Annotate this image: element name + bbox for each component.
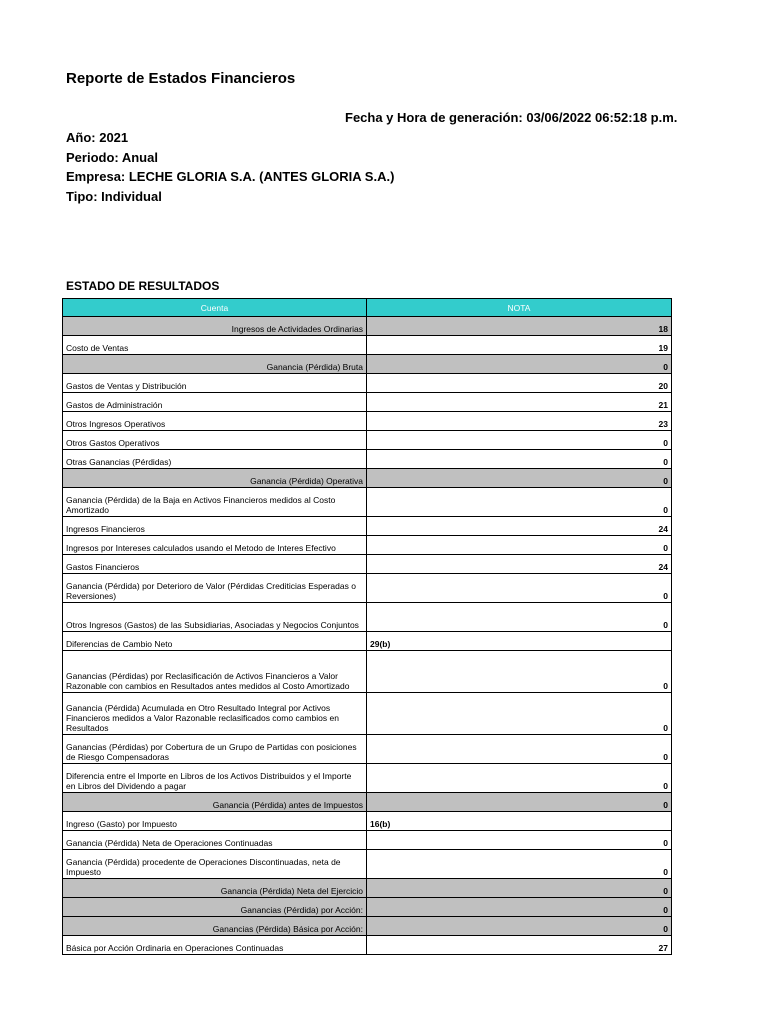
account-cell: Ingresos de Actividades Ordinarias bbox=[63, 317, 367, 336]
account-cell: Ganancia (Pérdida) Acumulada en Otro Resultado Integral por Activos Financieros medidos a Valor Razonable reclasificados como cambios en Resultados bbox=[63, 693, 367, 735]
note-cell: 0 bbox=[367, 764, 672, 793]
note-cell: 0 bbox=[367, 488, 672, 517]
note-cell: 0 bbox=[367, 898, 672, 917]
note-cell: 0 bbox=[367, 735, 672, 764]
year-label: Año: 2021 bbox=[66, 130, 129, 145]
note-cell: 21 bbox=[367, 393, 672, 412]
generation-datetime: Fecha y Hora de generación: 03/06/2022 06:52:18 p.m. bbox=[345, 110, 678, 125]
note-cell: 24 bbox=[367, 517, 672, 536]
table-row bbox=[63, 536, 672, 555]
table-row bbox=[63, 469, 672, 488]
column-header-nota: NOTA bbox=[367, 299, 672, 317]
note-cell: 0 bbox=[367, 355, 672, 374]
section-title: ESTADO DE RESULTADOS bbox=[66, 279, 220, 293]
account-cell: Ganancias (Pérdida) por Acción: bbox=[63, 898, 367, 917]
table-row bbox=[63, 764, 672, 793]
note-cell: 0 bbox=[367, 831, 672, 850]
table-header-row bbox=[63, 299, 672, 317]
account-cell: Básica por Acción Ordinaria en Operaciones Continuadas bbox=[63, 936, 367, 955]
table-row bbox=[63, 917, 672, 936]
account-cell: Otros Ingresos (Gastos) de las Subsidiarias, Asociadas y Negocios Conjuntos bbox=[63, 603, 367, 632]
account-cell: Ganancia (Pérdida) por Deterioro de Valor (Pérdidas Crediticias Esperadas o Reversiones) bbox=[63, 574, 367, 603]
account-cell: Ganancias (Pérdida) Básica por Acción: bbox=[63, 917, 367, 936]
table-row bbox=[63, 336, 672, 355]
table-row bbox=[63, 517, 672, 536]
account-cell: Ganancia (Pérdida) antes de Impuestos bbox=[63, 793, 367, 812]
table-row bbox=[63, 831, 672, 850]
account-cell: Ganancia (Pérdida) Operativa bbox=[63, 469, 367, 488]
income-statement-table bbox=[62, 298, 672, 955]
note-cell: 0 bbox=[367, 536, 672, 555]
table-row bbox=[63, 898, 672, 917]
account-cell: Ganancia (Pérdida) Neta del Ejercicio bbox=[63, 879, 367, 898]
account-cell: Otros Ingresos Operativos bbox=[63, 412, 367, 431]
account-cell: Gastos de Administración bbox=[63, 393, 367, 412]
account-cell: Diferencia entre el Importe en Libros de los Activos Distribuidos y el Importe en Libros del Dividendo a pagar bbox=[63, 764, 367, 793]
account-cell: Ganancia (Pérdida) Neta de Operaciones Continuadas bbox=[63, 831, 367, 850]
account-cell: Otras Ganancias (Pérdidas) bbox=[63, 450, 367, 469]
note-cell: 18 bbox=[367, 317, 672, 336]
note-cell: 0 bbox=[367, 879, 672, 898]
note-cell: 0 bbox=[367, 603, 672, 632]
account-cell: Ganancia (Pérdida) Bruta bbox=[63, 355, 367, 374]
table-row bbox=[63, 374, 672, 393]
table-row bbox=[63, 555, 672, 574]
note-cell: 16(b) bbox=[367, 812, 672, 831]
table-row bbox=[63, 488, 672, 517]
type-label: Tipo: Individual bbox=[66, 188, 162, 204]
table-row bbox=[63, 450, 672, 469]
report-metadata bbox=[66, 128, 394, 206]
company-label: Empresa: LECHE GLORIA S.A. (ANTES GLORIA S.A.) bbox=[66, 169, 395, 184]
report-title: Reporte de Estados Financieros bbox=[66, 70, 296, 87]
column-header-cuenta: Cuenta bbox=[63, 299, 367, 317]
account-cell: Otros Gastos Operativos bbox=[63, 431, 367, 450]
table-row bbox=[63, 850, 672, 879]
note-cell: 24 bbox=[367, 555, 672, 574]
account-cell: Ganancias (Pérdidas) por Cobertura de un Grupo de Partidas con posiciones de Riesgo Compensadoras bbox=[63, 735, 367, 764]
note-cell: 0 bbox=[367, 469, 672, 488]
note-cell: 0 bbox=[367, 431, 672, 450]
table-row bbox=[63, 812, 672, 831]
note-cell: 0 bbox=[367, 793, 672, 812]
table-row bbox=[63, 393, 672, 412]
table-row bbox=[63, 936, 672, 955]
note-cell: 0 bbox=[367, 651, 672, 693]
note-cell: 23 bbox=[367, 412, 672, 431]
account-cell: Gastos Financieros bbox=[63, 555, 367, 574]
note-cell: 19 bbox=[367, 336, 672, 355]
table-row bbox=[63, 632, 672, 651]
table-row bbox=[63, 412, 672, 431]
account-cell: Ingreso (Gasto) por Impuesto bbox=[63, 812, 367, 831]
note-cell: 0 bbox=[367, 850, 672, 879]
table-row bbox=[63, 355, 672, 374]
table-row bbox=[63, 574, 672, 603]
table-row bbox=[63, 879, 672, 898]
period-label: Periodo: Anual bbox=[66, 149, 158, 165]
table-row bbox=[63, 735, 672, 764]
account-cell: Gastos de Ventas y Distribución bbox=[63, 374, 367, 393]
account-cell: Ganancia (Pérdida) de la Baja en Activos Financieros medidos al Costo Amortizado bbox=[63, 488, 367, 517]
note-cell: 20 bbox=[367, 374, 672, 393]
table-row bbox=[63, 603, 672, 632]
account-cell: Diferencias de Cambio Neto bbox=[63, 632, 367, 651]
table-row bbox=[63, 693, 672, 735]
note-cell: 0 bbox=[367, 450, 672, 469]
account-cell: Ganancia (Pérdida) procedente de Operaciones Discontinuadas, neta de Impuesto bbox=[63, 850, 367, 879]
table-row bbox=[63, 793, 672, 812]
table-row bbox=[63, 317, 672, 336]
account-cell: Ingresos Financieros bbox=[63, 517, 367, 536]
note-cell: 27 bbox=[367, 936, 672, 955]
table-row bbox=[63, 651, 672, 693]
note-cell: 0 bbox=[367, 693, 672, 735]
note-cell: 0 bbox=[367, 574, 672, 603]
account-cell: Costo de Ventas bbox=[63, 336, 367, 355]
account-cell: Ingresos por Intereses calculados usando el Metodo de Interes Efectivo bbox=[63, 536, 367, 555]
note-cell: 0 bbox=[367, 917, 672, 936]
note-cell: 29(b) bbox=[367, 632, 672, 651]
account-cell: Ganancias (Pérdidas) por Reclasificación de Activos Financieros a Valor Razonable con cambios en Resultados antes medidos al Costo Amortizado bbox=[63, 651, 367, 693]
table-row bbox=[63, 431, 672, 450]
